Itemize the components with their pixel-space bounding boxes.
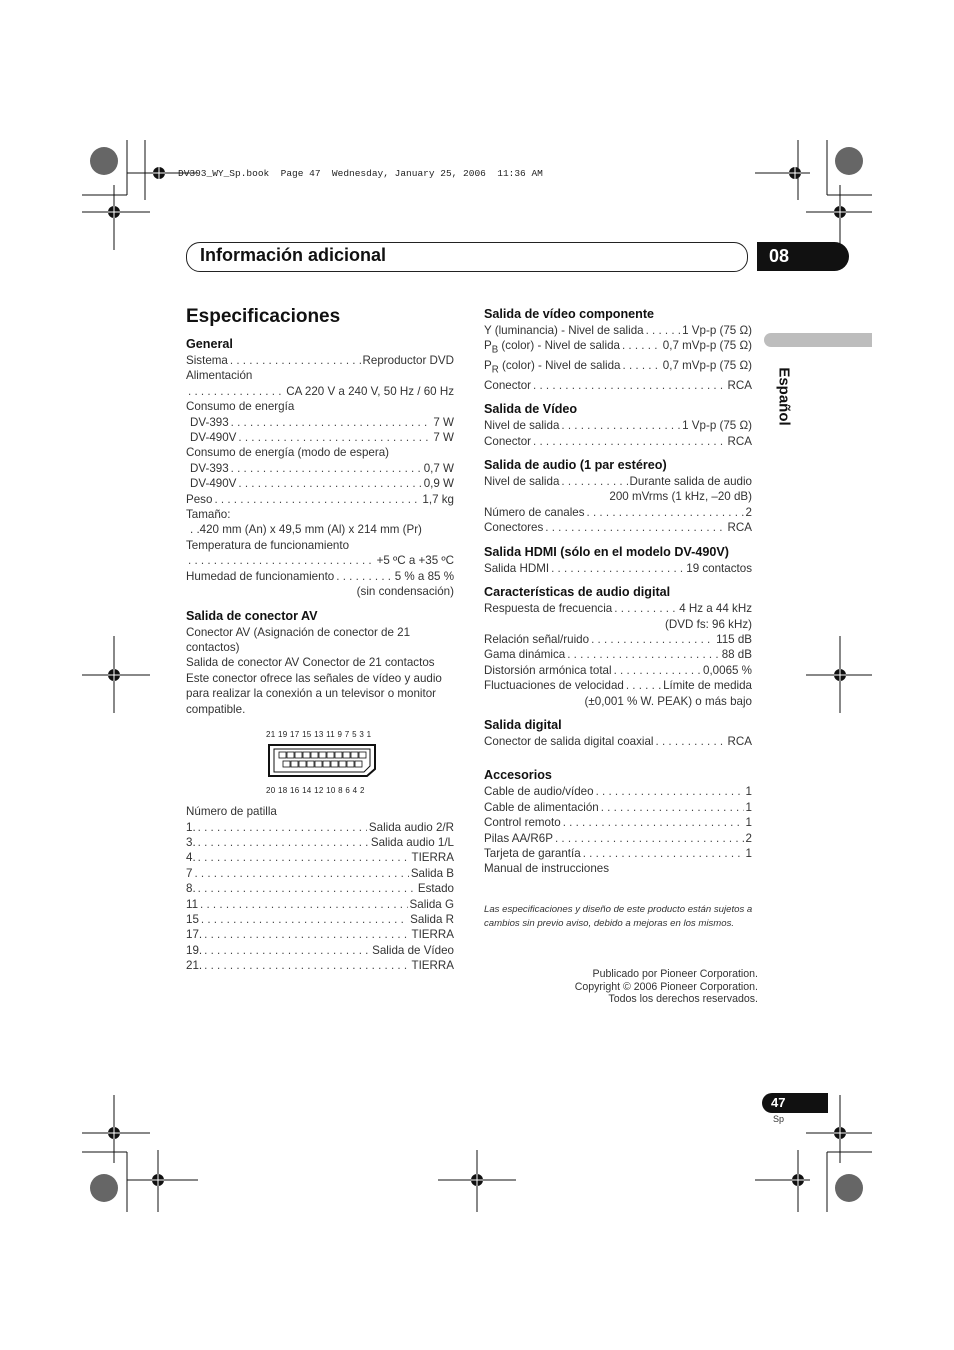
spec-label: Temperatura de funcionamiento — [186, 538, 350, 552]
spec-label: Consumo de energía — [186, 400, 295, 414]
digital-audio-heading: Características de audio digital — [484, 585, 671, 600]
spec-row: Y (luminancia) - Nivel de salida . . . 1 Vp-p (75 Ω) — [484, 323, 752, 338]
scart-connector-icon — [266, 742, 378, 778]
pin-numbers-top: 21 19 17 15 13 11 9 7 5 3 1 — [266, 729, 372, 739]
left-column — [186, 336, 454, 974]
pin-row: 11 . . . Salida G — [186, 897, 454, 912]
spec-row: Nivel de salida . . . Durante salida de audio — [484, 474, 752, 489]
publisher-line: Publicado por Pioneer Corporation. — [592, 968, 758, 980]
pin-row: 1. . . . Salida audio 2/R — [186, 820, 454, 835]
accessory-row: Manual de instrucciones — [484, 862, 610, 876]
audio-out-heading: Salida de audio (1 par estéreo) — [484, 458, 667, 473]
spec-row: Conector . . . RCA — [484, 378, 752, 393]
spec-label: Tamaño: — [186, 508, 231, 522]
accessory-row: Pilas AA/R6P . . . 2 — [484, 831, 752, 846]
accessory-row: Cable de alimentación . . . 1 — [484, 800, 752, 815]
page-language-code: Sp — [773, 1114, 785, 1124]
spec-row: Nivel de salida . . . 1 Vp-p (75 Ω) — [484, 418, 752, 433]
pin-row: 8. . . . Estado — [186, 881, 454, 896]
pin-row: 17. . . . TIERRA — [186, 927, 454, 942]
copyright-line: Copyright © 2006 Pioneer Corporation. — [574, 980, 758, 993]
disclaimer-note: Las especificaciones y diseño de este producto están sujetos a cambios sin previo aviso, debido a mejoras en los mismos. — [484, 904, 753, 929]
spec-row: Fluctuaciones de velocidad . . . Límite de medida — [484, 678, 752, 693]
pin-numbers-bottom: 20 18 16 14 12 10 8 6 4 2 — [266, 785, 365, 795]
pin-row: 4. . . . TIERRA — [186, 850, 454, 865]
spec-row: $P_R$ (color) - Nivel de salida . . . 0,7 mVp-p (75 Ω) — [484, 358, 752, 378]
spec-row: . . . CA 220 V a 240 V, 50 Hz / 60 Hz — [186, 384, 454, 399]
rights-line: Todos los derechos reservados. — [608, 993, 758, 1005]
spec-note: 200 mVrms (1 kHz, –20 dB) — [609, 490, 752, 504]
accessory-row: Cable de audio/vídeo . . . 1 — [484, 784, 752, 799]
av-paragraph: Salida de conector AV Conector de 21 contactos Este conector ofrece las señales de vídeo y audio para realizar la conexión a un televisor o monitor compatible. — [186, 656, 442, 716]
video-out-heading: Salida de Vídeo — [484, 402, 578, 417]
spec-row: Conector de salida digital coaxial . . . RCA — [484, 734, 752, 749]
accessory-row: Control remoto . . . 1 — [484, 815, 752, 830]
spec-row: $P_B$ (color) - Nivel de salida . . . 0,7 mVp-p (75 Ω) — [484, 338, 752, 358]
accessory-row: Tarjeta de garantía . . . 1 — [484, 846, 752, 861]
spec-row: DV-393 . . . 0,7 W — [186, 461, 454, 476]
av-paragraph: Conector AV (Asignación de conector de 21 contactos) — [186, 625, 411, 654]
spec-row: DV-490V . . . 0,9 W — [186, 476, 454, 491]
spec-row: Salida HDMI . . . 19 contactos — [484, 561, 752, 576]
print-info-line: DV393_WY_Sp.book Page 47 Wednesday, January 25, 2006 11:36 AM — [178, 168, 543, 179]
pin-row: 21. . . . TIERRA — [186, 958, 454, 973]
scart-connector-diagram — [266, 727, 386, 798]
publisher-block — [540, 968, 758, 1006]
pin-row: 3. . . . Salida audio 1/L — [186, 835, 454, 850]
spec-row: Sistema . . . Reproductor DVD — [186, 353, 454, 368]
spec-row: Número de canales . . . 2 — [484, 505, 752, 520]
component-video-heading: Salida de vídeo componente — [484, 307, 655, 321]
spec-note: (sin condensación) — [356, 585, 454, 599]
spec-label: Alimentación — [186, 369, 253, 383]
av-heading: Salida de conector AV — [186, 608, 318, 623]
spec-label: Consumo de energía (modo de espera) — [186, 446, 390, 460]
pin-row: 7 . . . Salida B — [186, 866, 454, 881]
general-heading: General — [186, 337, 233, 351]
spec-row: Conector . . . RCA — [484, 434, 752, 449]
spec-row: Humedad de funcionamiento . . . 5 % a 85 % — [186, 569, 454, 584]
spec-row: . . . +5 ºC a +35 ºC — [186, 553, 454, 568]
section-title: Especificaciones — [186, 306, 341, 327]
page-number: 47 — [762, 1093, 828, 1113]
hdmi-heading: Salida HDMI (sólo en el modelo DV-490V) — [484, 544, 729, 559]
spec-row: Relación señal/ruido . . . 115 dB — [484, 632, 752, 647]
pin-row: 15 . . . Salida R — [186, 912, 454, 927]
chapter-number: 08 — [757, 242, 849, 271]
language-tab — [764, 333, 872, 347]
spec-note: (±0,001 % W. PEAK) o más bajo — [584, 694, 752, 708]
spec-row: DV-393 . . . 7 W — [186, 415, 454, 430]
chapter-title: Información adicional — [200, 245, 387, 265]
spec-row: Respuesta de frecuencia . . . 4 Hz a 44 kHz — [484, 601, 752, 616]
spec-row: Distorsión armónica total . . . 0,0065 % — [484, 663, 752, 678]
spec-value: . .420 mm (An) x 49,5 mm (Al) x 214 mm (Pr) — [190, 523, 422, 537]
accessories-heading: Accesorios — [484, 768, 552, 783]
spec-row: Peso . . . 1,7 kg — [186, 492, 454, 507]
pin-list-label: Número de patilla — [186, 805, 277, 819]
spec-row: Gama dinámica . . . 88 dB — [484, 647, 752, 662]
spec-row: Conectores . . . RCA — [484, 520, 752, 535]
digital-out-heading: Salida digital — [484, 717, 562, 732]
language-label: Español — [775, 367, 793, 426]
pin-row: 19. . . . Salida de Vídeo — [186, 943, 454, 958]
right-column — [484, 306, 752, 877]
spec-row: DV-490V . . . 7 W — [186, 430, 454, 445]
spec-note: (DVD fs: 96 kHz) — [665, 617, 752, 631]
